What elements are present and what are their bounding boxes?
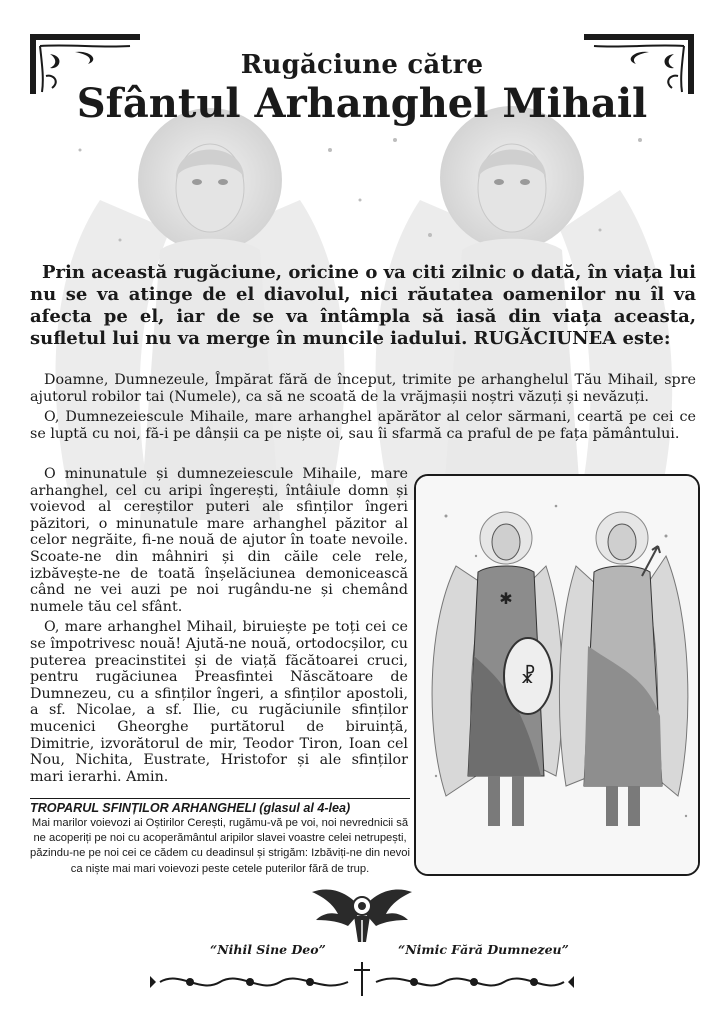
archangels-illustration [416,476,698,874]
motto-romanian: “Nimic Fără Dumnezeu” [398,942,569,957]
prayer-full-width [30,372,696,446]
motto-latin: “Nihil Sine Deo” [210,942,326,957]
prayer-paragraph-2: O, Dumnezeiescule Mihaile, mare arhanghel apărător al celor sărmani, ceartă pe cei ce se luptă cu noi, fă-i pe dânșii ca pe niște oi, sau îi sfarmă ca praful de pe fața pământului. [30,409,696,442]
troparion-text: Mai marilor voievozi ai Oștirilor Cerești, rugămu-vă pe voi, noi nevrednicii să ne acoperiți pe noi cu acoperământul aripilor slavei voastre celei netrupești, păzindu-ne pe noi cei ce cădem cu deadinsul și strigăm: Izbăviți-ne din nevoi ca niște mai mari voievozi peste cetele puterilor fără de trup. [30,817,410,875]
winged-angel-emblem-icon [308,880,416,950]
svg-text:☧: ☧ [520,664,536,688]
troparion-title: TROPARUL SFINȚILOR ARHANGHELI (glasul al 4-lea) [30,798,410,815]
prayer-paragraph-1: Doamne, Dumnezeule, Împărat fără de început, trimite pe arhanghelul Tău Mihail, spre ajutorul robilor tai (Numele), ca să ne scoată de la vrăjmașii noștri văzuți și nevăzuți. [30,372,696,405]
prayer-paragraph-3: O minunatule și dumnezeiescule Mihaile, mare arhanghel, cel cu aripi îngerești, întâiule domn și voievod al cereștilor puteri ale sfinților îngeri păzitori, o minunatule mare arhanghel păzitor al celor negrăite, fi-ne nouă de ajutor în toate nevoile. Scoate-ne din mâhniri și din căile cele rele, izbăvește-ne de toată înșelăciunea demonicească când ne vei auzi pe noi rugându-ne și chemând numele tău cel sfânt. [30,466,408,615]
svg-text:✱: ✱ [499,589,513,608]
archangels-icon-image [414,474,700,876]
page-title: Sfântul Arhanghel Mihail [76,80,648,127]
title-line-1: Rugăciune către [240,50,484,80]
intro-paragraph: Prin această rugăciune, oricine o va citi zilnic o dată, în viața lui nu se va atinge de el diavolul, nici răutatea oamenilor nu îl va afecta pe el, iar de se va întâmpla să iasă din viața aceasta, sufletul lui nu va merge în muncile iadului. RUGĂCIUNEA este: [30,262,696,349]
prayer-column [30,466,408,789]
footer-ornament-cross-icon [150,962,574,996]
prayer-paragraph-4: O, mare arhanghel Mihail, biruiește pe toți cei ce se împotrivesc nouă! Ajută-ne nouă, ortodocșilor, cu puterea preacinstitei și de viață făcătoarei cruci, pentru rugăciunea Preasfintei Născătoare de Dumnezeu, cu a sfinților îngeri, a sfinților apostoli, a sf. Nicolae, a sf. Ilie, cu rugăciunile sfinților mucenici Gheorghe purtătorul de biruință, Dimitrie, izvorătorul de mir, Teodor Tiron, Ioan cel Nou, Nichita, Eustrate, Hristofor și ale sfinților mari ierarhi. Amin. [30,619,408,785]
